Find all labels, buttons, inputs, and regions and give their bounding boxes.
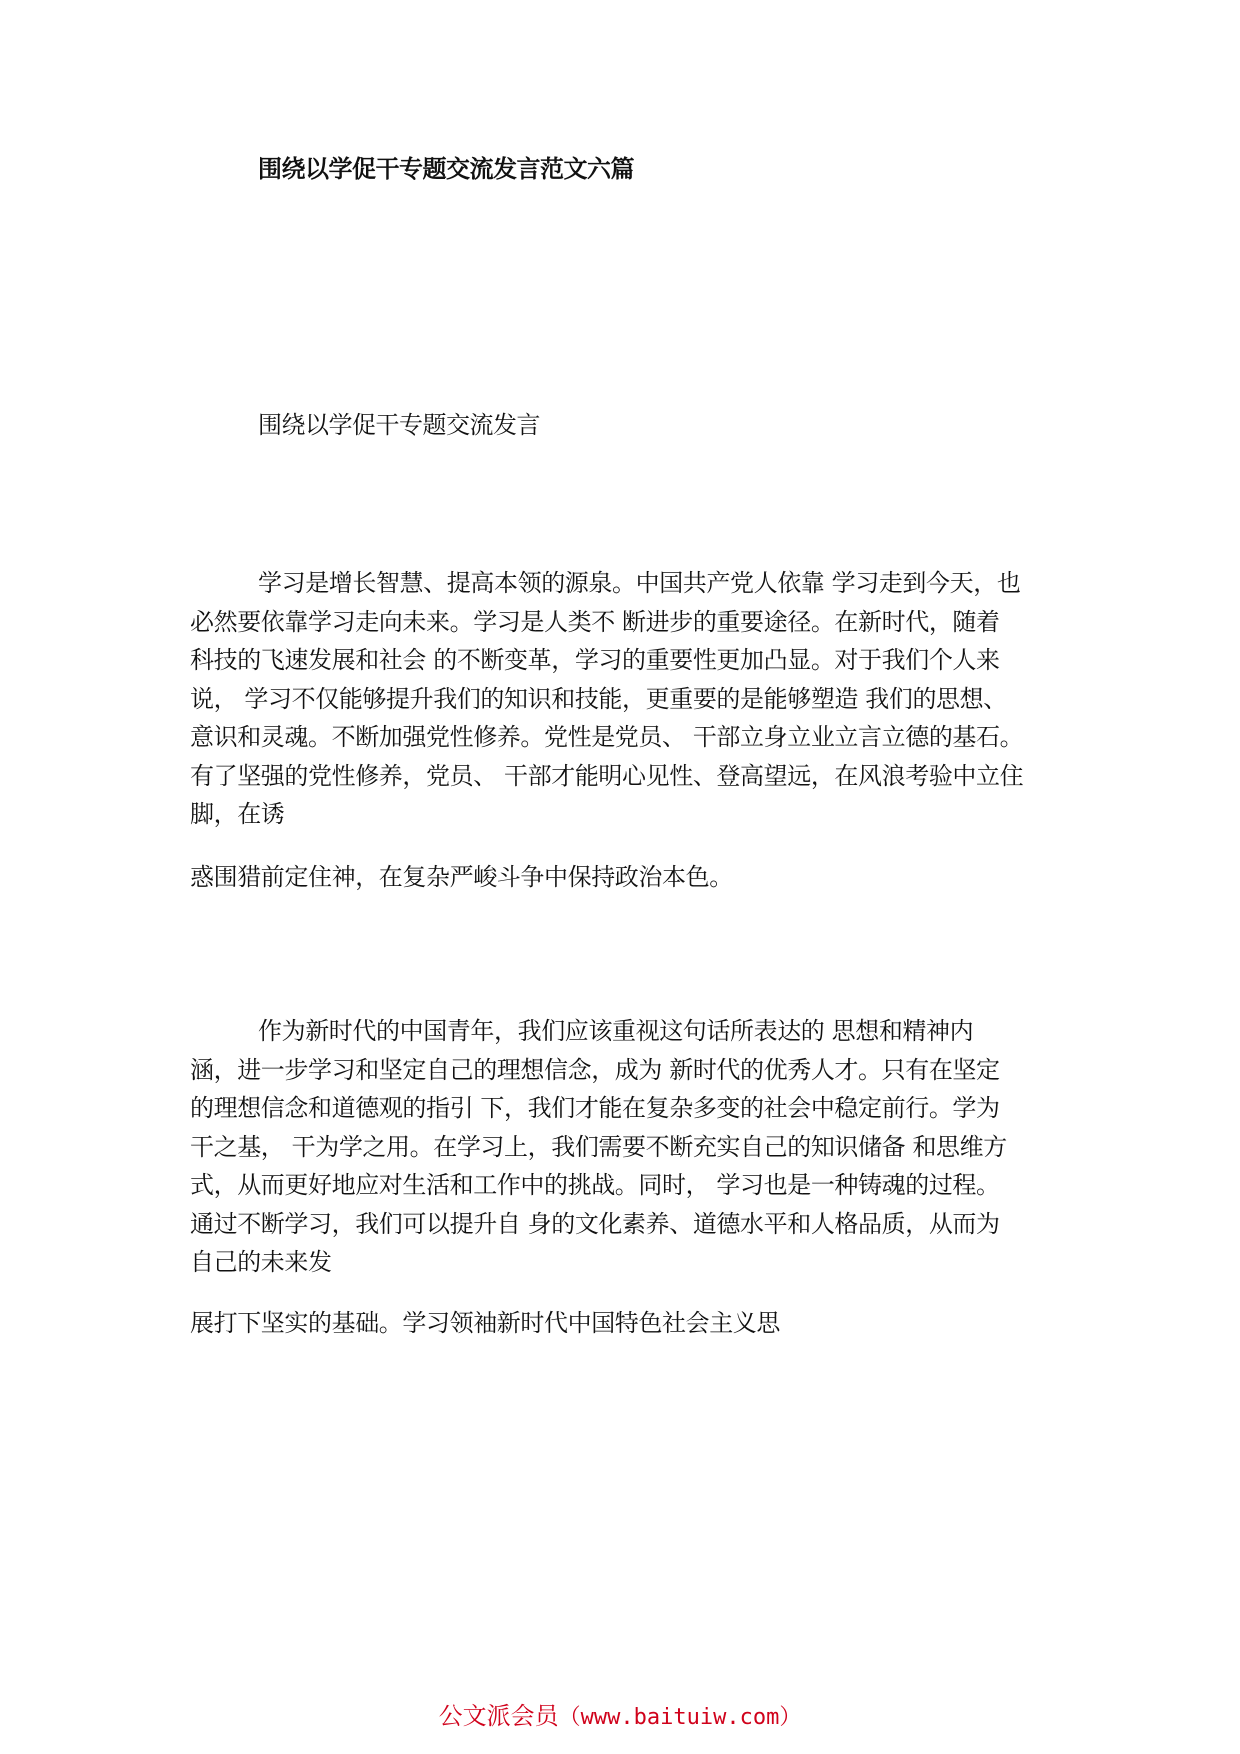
page-footer	[0, 1700, 1240, 1734]
paragraph-line: 的理想信念和道德观的指引 下，我们才能在复杂多变的社会中稳定前行。学为	[190, 1094, 1000, 1122]
paragraph-line: 说， 学习不仅能够提升我们的知识和技能，更重要的是能够塑造 我们的思想、	[190, 684, 1007, 713]
paragraph-line: 惑围猎前定住神，在复杂严峻斗争中保持政治本色。	[190, 863, 733, 891]
section-subtitle: 围绕以学促干专题交流发言	[258, 411, 540, 439]
paragraph-line: 必然要依靠学习走向未来。学习是人类不 断进步的重要途径。在新时代，随着	[190, 607, 1000, 636]
footer-brand: 公文派会员	[438, 1702, 559, 1730]
paragraph-line: 意识和灵魂。不断加强党性修养。党性是党员、 干部立身立业立言立德的基石。	[190, 723, 1024, 751]
paragraph-line: 展打下坚实的基础。学习领袖新时代中国特色社会主义思	[190, 1309, 780, 1337]
paragraph-line: 通过不断学习，我们可以提升自 身的文化素养、道德水平和人格品质，从而为	[190, 1209, 1000, 1238]
document-title: 围绕以学促干专题交流发言范文六篇	[258, 155, 634, 183]
paragraph-line: 科技的飞速发展和社会 的不断变革，学习的重要性更加凸显。对于我们个人来	[190, 646, 1000, 674]
paragraph-line: 式，从而更好地应对生活和工作中的挑战。同时， 学习也是一种铸魂的过程。	[190, 1171, 1000, 1199]
paragraph-line: 学习是增长智慧、提高本领的源泉。中国共产党人依靠 学习走到今天，也	[258, 569, 1021, 597]
footer-url[interactable]: （www.baituiw.com）	[558, 1705, 802, 1730]
paragraph-1	[190, 564, 1090, 834]
paragraph-line: 有了坚强的党性修养，党员、 干部才能明心见性、登高望远，在风浪考验中立住	[190, 761, 1024, 790]
paragraph-1-continuation	[190, 858, 1090, 897]
paragraph-line: 涵，进一步学习和坚定自己的理想信念，成为 新时代的优秀人才。只有在坚定	[190, 1055, 1000, 1084]
paragraph-line: 自己的未来发	[190, 1248, 332, 1276]
paragraph-line: 干之基， 干为学之用。在学习上，我们需要不断充实自己的知识储备 和思维方	[190, 1132, 1007, 1161]
paragraph-2-continuation	[190, 1304, 1090, 1343]
paragraph-line: 作为新时代的中国青年，我们应该重视这句话所表达的 思想和精神内	[258, 1017, 974, 1045]
paragraph-line: 脚，在诱	[190, 800, 285, 828]
paragraph-2	[190, 1012, 1090, 1282]
